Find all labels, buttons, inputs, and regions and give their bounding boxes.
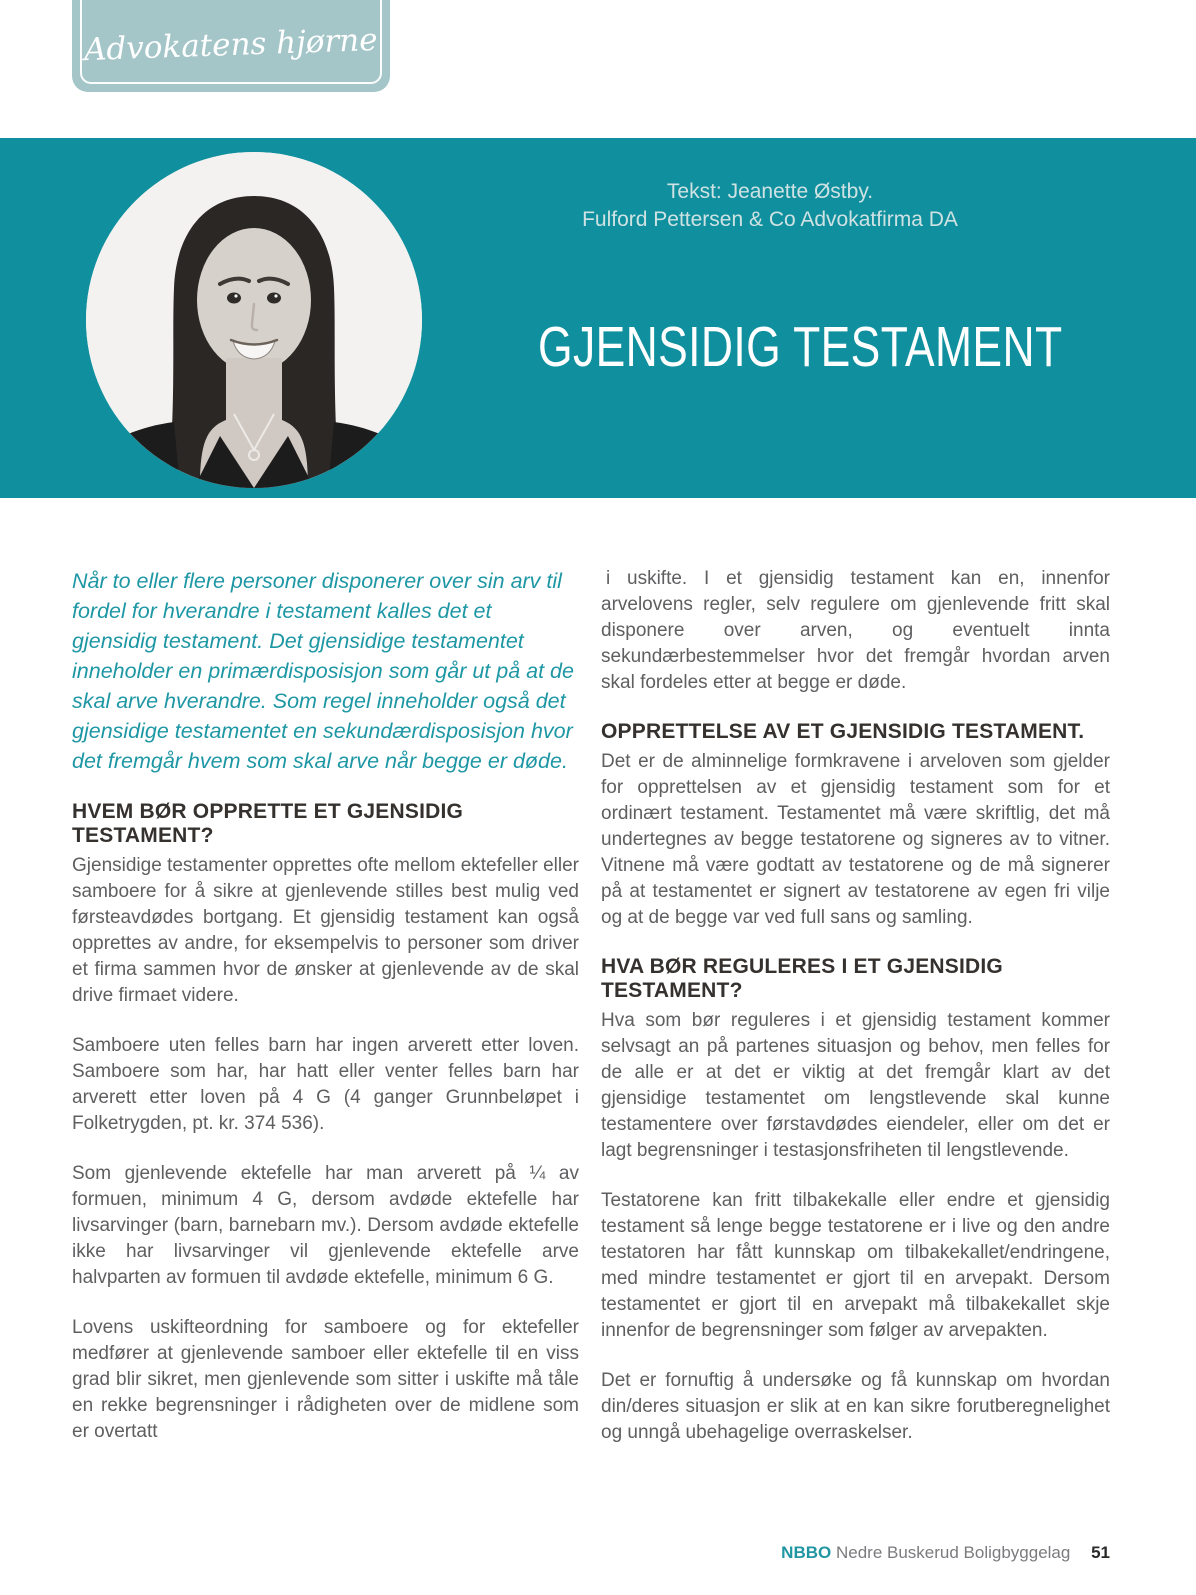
body-paragraph: Gjensidige testamenter opprettes ofte mellom ektefeller eller samboere for å sikre at gjenlevende stilles best mulig ved førsteavdødes bortgang. Et gjensidig testament kan også opprettes av andre, for eksempelvis to personer som driver et firma sammen hvor de ønsker at gjenlevende av de skal drive firmaet videre. bbox=[72, 855, 579, 1006]
intro-paragraph: Når to eller flere personer disponerer over sin arv til fordel for hverandre i testament kalles det et gjensidig testament. Det gjensidige testamentet inneholder en primærdisposisjon som går ut på at de skal arve hverandre. Som regel inneholder også det gjensidige testamentet en sekundærdisposisjon hvor det fremgår hvem som skal arve når begge er døde. bbox=[72, 569, 574, 773]
article-column-left bbox=[72, 566, 579, 1469]
body-paragraph: Som gjenlevende ektefelle har man arverett på ¼ av formuen, minimum 4 G, dersom avdøde ektefelle har livsarvinger (barn, barnebarn mv.). Dersom avdøde ektefelle ikke har livsarvinger vil gjenlevende ektefelle arve halvparten av formuen til avdøde ektefelle, minimum 6 G. bbox=[72, 1163, 579, 1288]
author-portrait-illustration bbox=[86, 152, 422, 488]
body-paragraph: Lovens uskifteordning for samboere og for ektefeller medfører at gjenlevende samboer eller ektefelle til en viss grad blir sikret, men gjenlevende som sitter i uskifte må tåle en rekke begrensninger i rådigheten over de midlene som er overtatt bbox=[72, 1317, 579, 1442]
body-paragraph: Hva som bør reguleres i et gjensidig testament kommer selvsagt an på partenes situasjon og behov, men felles for de alle er at det er viktig at det fremgår klart av det gjensidige testamentet om lengstlevende skal kunne testamentere over førstavdødes eiendeler, eller om det er lagt begrensninger i testasjonsfriheten til lengstlevende. bbox=[601, 1010, 1110, 1161]
body-paragraph: Testatorene kan fritt tilbakekalle eller endre et gjensidig testament så lenge begge testatorene er i live og den andre testatoren har fått kunnskap om tilbakekallet/endringene, med mindre testamentet er gjort til en arvepakt. Dersom testamentet er gjort til en arvepakt må tilbakekallet skje innenfor de begrensninger som følger av arvepakten. bbox=[601, 1190, 1110, 1341]
section-heading-hva: HVA BØR REGULERES I ET GJENSIDIG TESTAMENT? bbox=[601, 955, 1003, 1002]
credit-author: Tekst: Jeanette Østby. bbox=[666, 180, 874, 203]
badge-label: Advokatens hjørne bbox=[83, 21, 379, 69]
article-column-right bbox=[601, 566, 1110, 1470]
author-photo bbox=[86, 152, 422, 488]
page-footer bbox=[781, 1543, 1110, 1563]
article-title: GJENSIDIG TESTAMENT bbox=[538, 315, 1063, 379]
footer-publisher: Nedre Buskerud Boligbyggelag bbox=[835, 1543, 1071, 1562]
page-number: 51 bbox=[1091, 1543, 1110, 1562]
article-credits bbox=[520, 178, 1020, 234]
section-heading-hvem: HVEM BØR OPPRETTE ET GJENSIDIG TESTAMENT? bbox=[72, 800, 464, 847]
credit-firm: Fulford Pettersen & Co Advokatfirma DA bbox=[582, 208, 958, 231]
section-heading-opprettelse: OPPRETTELSE AV ET GJENSIDIG TESTAMENT. bbox=[601, 720, 1085, 743]
badge-border bbox=[80, 0, 382, 84]
body-paragraph: Samboere uten felles barn har ingen arverett etter loven. Samboere som har, har hatt eller venter felles barn har arverett etter loven på 4 G (4 ganger Grunnbeløpet i Folketrygden, pt. kr. 374 536). bbox=[72, 1035, 579, 1134]
footer-brand: NBBO bbox=[781, 1543, 832, 1562]
body-paragraph: Det er fornuftig å undersøke og få kunnskap om hvordan din/deres situasjon er slik at en kan sikre forutberegnelighet og unngå ubehagelige overraskelser. bbox=[601, 1370, 1110, 1443]
article-header-banner bbox=[0, 138, 1196, 498]
advokatens-hjorne-badge bbox=[72, 0, 390, 92]
body-paragraph: Det er de alminnelige formkravene i arveloven som gjelder for opprettelsen av et gjensidig testament som for et ordinært testament. Testamentet må være skriftlig, det må undertegnes av begge testatorene og signeres av to vitner. Vitnene må være godtatt av testatorene og de må signerer på at testamentet er signert av testatorene av egen fri vilje og at de begge var ved full sans og samling. bbox=[601, 751, 1110, 928]
body-paragraph-continuation: i uskifte. I et gjensidig testament kan en, innenfor arvelovens regler, selv regulere om gjenlevende fritt skal disponere over arven, og eventuelt innta sekundærbestemmelser hvor det fremgår hvordan arven skal fordeles etter at begge er døde. bbox=[601, 568, 1110, 693]
